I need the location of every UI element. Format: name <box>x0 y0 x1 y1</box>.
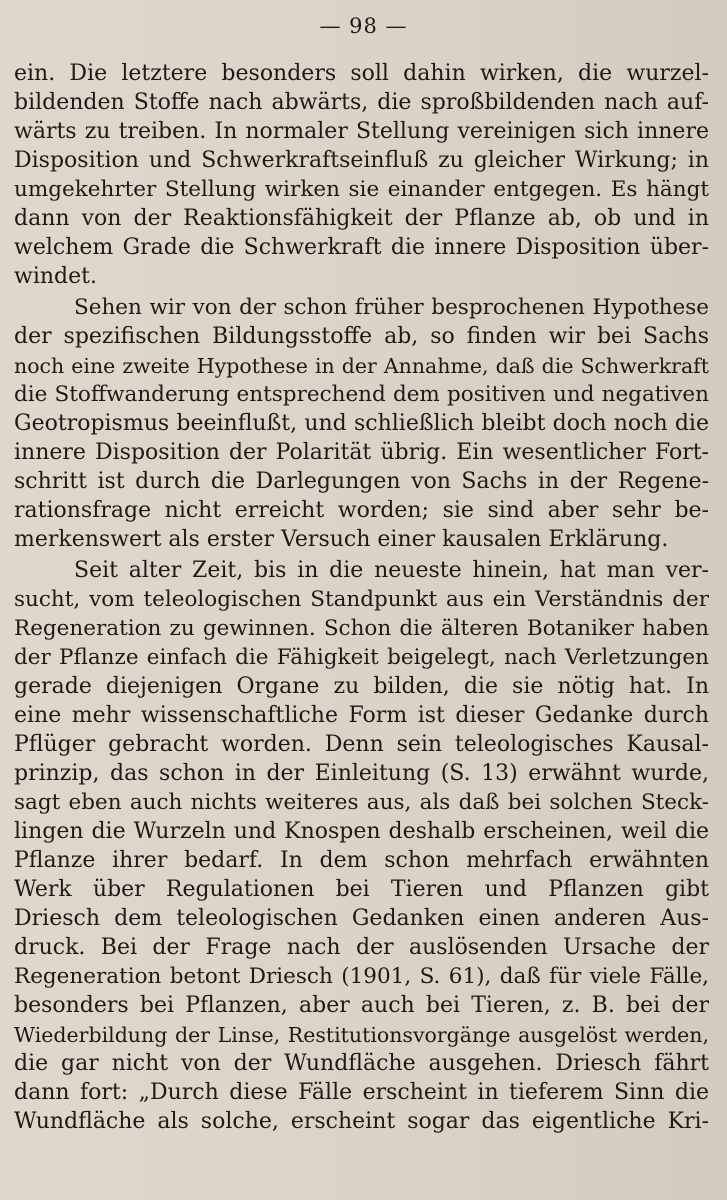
text-line: ein. Die letztere besonders soll dahin wirken, die wurzel- <box>14 61 709 86</box>
text-line: rationsfrage nicht erreicht worden; sie sind aber sehr be- <box>14 498 709 523</box>
text-line: sucht, vom teleologischen Standpunkt aus ein Verständnis der <box>14 587 709 612</box>
text-line: besonders bei Pflanzen, aber auch bei Tieren, z. B. bei der <box>14 993 709 1018</box>
text-line: Wundfläche als solche, erscheint sogar das eigentliche Kri- <box>14 1109 709 1134</box>
text-line: noch eine zweite Hypothese in der Annahme, daß die Schwerkraft <box>14 354 709 378</box>
text-line: dann von der Reaktionsfähigkeit der Pflanze ab, ob und in <box>14 206 709 231</box>
text-line: die Stoffwanderung entsprechend dem positiven und negativen <box>14 382 709 407</box>
text-line: Regeneration zu gewinnen. Schon die älteren Botaniker haben <box>14 616 709 641</box>
text-line: sagt eben auch nichts weiteres aus, als daß bei solchen Steck- <box>14 790 709 815</box>
text-line: Werk über Regulationen bei Tieren und Pflanzen gibt <box>14 877 709 902</box>
text-line: gerade diejenigen Organe zu bilden, die sie nötig hat. In <box>14 674 709 699</box>
text-line: druck. Bei der Frage nach der auslösenden Ursache der <box>14 935 709 960</box>
text-line: Pflüger gebracht worden. Denn sein teleologisches Kausal- <box>14 732 709 757</box>
text-line: die gar nicht von der Wundfläche ausgehen. Driesch fährt <box>14 1051 709 1076</box>
text-line: der spezifischen Bildungsstoffe ab, so finden wir bei Sachs <box>14 324 709 349</box>
text-line: Regeneration betont Driesch (1901, S. 61), daß für viele Fälle, <box>14 964 709 989</box>
text-line: Disposition und Schwerkraftseinfluß zu gleicher Wirkung; in <box>14 148 709 173</box>
text-line: eine mehr wissenschaftliche Form ist dieser Gedanke durch <box>14 703 709 728</box>
text-line: prinzip, das schon in der Einleitung (S. 13) erwähnt wurde, <box>14 761 709 786</box>
text-line: windet. <box>14 264 97 289</box>
page-number: — 98 — <box>319 14 408 38</box>
text-line: Pflanze ihrer bedarf. In dem schon mehrfach erwähnten <box>14 848 709 873</box>
text-line: dann fort: „Durch diese Fälle erscheint in tieferem Sinn die <box>14 1080 709 1105</box>
text-line: umgekehrter Stellung wirken sie einander entgegen. Es hängt <box>14 177 709 202</box>
text-line: welchem Grade die Schwerkraft die innere Disposition über- <box>14 235 709 260</box>
text-line: schritt ist durch die Darlegungen von Sachs in der Regene- <box>14 469 709 494</box>
paragraph-first-line: Seit alter Zeit, bis in die neueste hinein, hat man ver- <box>74 558 709 583</box>
paragraph-first-line: Sehen wir von der schon früher besprochenen Hypothese <box>74 295 709 320</box>
text-line: bildenden Stoffe nach abwärts, die sproßbildenden nach auf- <box>14 90 709 115</box>
text-line: Geotropismus beeinflußt, und schließlich bleibt doch noch die <box>14 411 709 436</box>
text-line: innere Disposition der Polarität übrig. Ein wesentlicher Fort- <box>14 440 709 465</box>
text-line: Driesch dem teleologischen Gedanken einen anderen Aus- <box>14 906 709 931</box>
text-line: lingen die Wurzeln und Knospen deshalb erscheinen, weil die <box>14 819 709 844</box>
text-line: merkenswert als erster Versuch einer kausalen Erklärung. <box>14 527 669 552</box>
text-line: der Pflanze einfach die Fähigkeit beigelegt, nach Verletzungen <box>14 645 709 670</box>
text-line: wärts zu treiben. In normaler Stellung vereinigen sich innere <box>14 119 709 144</box>
text-line: Wiederbildung der Linse, Restitutionsvorgänge ausgelöst werden, <box>14 1023 709 1047</box>
